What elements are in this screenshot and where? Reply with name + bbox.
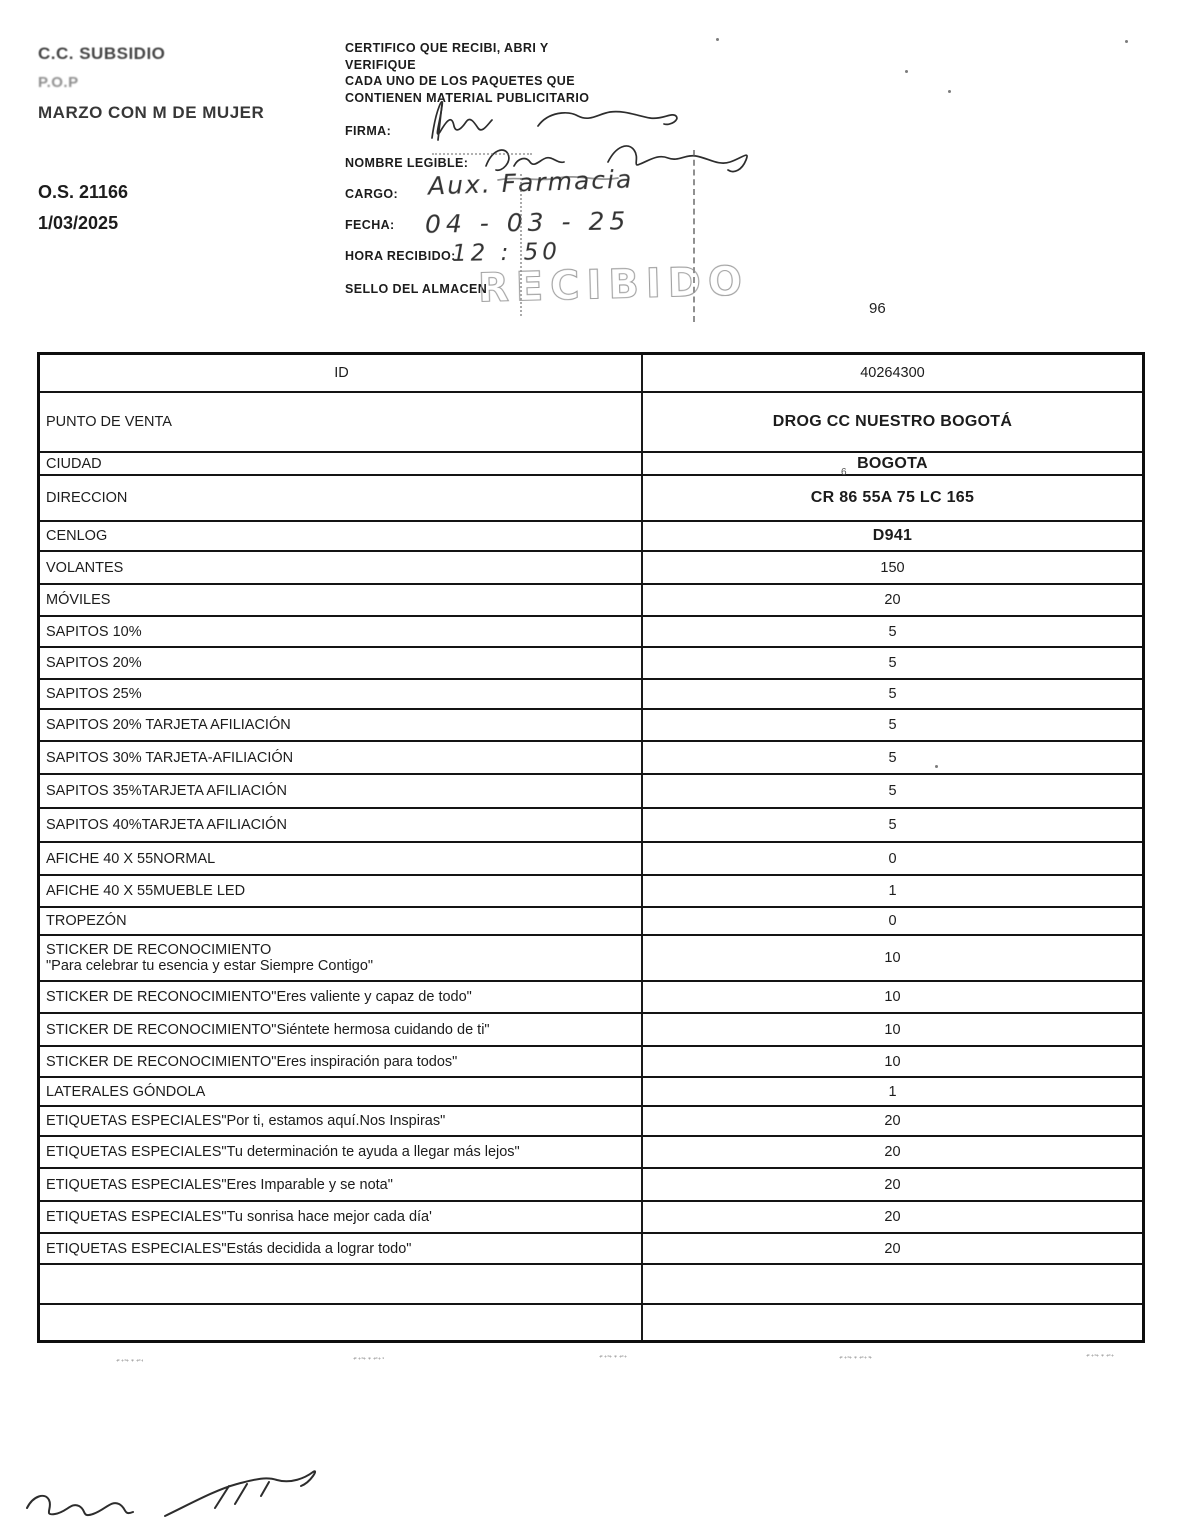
table-row — [40, 982, 1142, 1014]
row-label: STICKER DE RECONOCIMIENTO"Eres inspiración para todos" — [40, 1047, 643, 1076]
table-row — [40, 876, 1142, 908]
row-label: STICKER DE RECONOCIMIENTO"Siéntete hermosa cuidando de ti" — [40, 1014, 643, 1045]
scan-artifact — [1085, 1353, 1115, 1358]
row-value: DROG CC NUESTRO BOGOTÁ — [772, 413, 1013, 430]
scan-artifact — [115, 1358, 143, 1363]
row-label: AFICHE 40 X 55MUEBLE LED — [40, 876, 643, 906]
table-row — [40, 1078, 1142, 1107]
scan-artifact — [716, 38, 719, 41]
row-value: 10 — [884, 1053, 901, 1070]
row-value: 40264300 — [860, 365, 925, 381]
table-row — [40, 680, 1142, 710]
row-value: 1 — [888, 883, 897, 899]
row-label: ETIQUETAS ESPECIALES"Estás decidida a lograr todo" — [40, 1234, 643, 1263]
row-label: ETIQUETAS ESPECIALES"Tu sonrisa hace mejor cada día' — [40, 1202, 643, 1232]
row-value — [643, 1265, 1142, 1303]
table-row — [40, 1305, 1142, 1340]
table-row — [40, 742, 1142, 775]
table-row — [40, 1047, 1142, 1078]
row-label: PUNTO DE VENTA — [40, 393, 643, 451]
table-row — [40, 552, 1142, 585]
table-row — [40, 1202, 1142, 1234]
row-label: STICKER DE RECONOCIMIENTO "Para celebrar tu esencia y estar Siempre Contigo" — [40, 936, 643, 980]
table-row — [40, 775, 1142, 809]
fecha-handwriting: 04 - 03 - 25 — [424, 206, 631, 239]
row-value: 5 — [888, 717, 897, 733]
row-label: SAPITOS 20% TARJETA AFILIACIÓN — [40, 710, 643, 740]
table-row — [40, 1169, 1142, 1202]
hora-recibido-label: HORA RECIBIDO: — [345, 249, 456, 263]
scan-artifact — [905, 70, 908, 73]
row-value: 150 — [880, 559, 905, 576]
row-value: BOGOTA — [857, 454, 928, 472]
row-value: 20 — [884, 1209, 901, 1225]
table-row — [40, 843, 1142, 876]
row-label: DIRECCION — [40, 476, 643, 520]
row-value: 0 — [888, 913, 897, 929]
table-row — [40, 476, 1142, 522]
row-label: SAPITOS 25% — [40, 680, 643, 708]
recibido-stamp: RECIBIDO — [477, 258, 750, 312]
table-row — [40, 522, 1142, 552]
campaign-title-line2: P.O.P — [38, 74, 79, 91]
table-row — [40, 1014, 1142, 1047]
table-row — [40, 1137, 1142, 1169]
row-value: D941 — [872, 527, 913, 544]
nombre-legible-label: NOMBRE LEGIBLE: — [345, 156, 469, 170]
row-label: ID — [40, 355, 643, 391]
row-label: AFICHE 40 X 55NORMAL — [40, 843, 643, 874]
row-value: CR 86 55A 75 LC 165 — [810, 489, 975, 506]
row-value: 5 — [888, 817, 897, 833]
hora-handwriting: 12 : 50 — [451, 239, 562, 267]
table-row — [40, 936, 1142, 982]
row-label: SAPITOS 10% — [40, 617, 643, 646]
certification-line: CADA UNO DE LOS PAQUETES QUE — [345, 74, 575, 88]
row-value: 20 — [884, 1113, 901, 1129]
delivery-quantities-table — [37, 352, 1145, 1343]
row-label: LATERALES GÓNDOLA — [40, 1078, 643, 1105]
scan-artifact — [598, 1354, 628, 1359]
scan-artifact — [838, 1355, 872, 1360]
row-value: 10 — [884, 989, 901, 1005]
page-number: 96 — [869, 300, 886, 317]
row-label: ETIQUETAS ESPECIALES"Eres Imparable y se nota" — [40, 1169, 643, 1200]
bottom-signature-scribble — [15, 1452, 345, 1522]
row-label: SAPITOS 30% TARJETA-AFILIACIÓN — [40, 742, 643, 773]
table-row — [40, 1107, 1142, 1137]
row-value: 20 — [884, 1144, 901, 1160]
certification-line: CERTIFICO QUE RECIBI, ABRI Y — [345, 41, 549, 55]
table-row — [40, 809, 1142, 843]
cargo-handwriting: Aux. Farmacia — [427, 164, 634, 201]
row-value: 20 — [884, 1240, 901, 1257]
row-label: VOLANTES — [40, 552, 643, 583]
table-row — [40, 393, 1142, 453]
row-value: 10 — [884, 950, 901, 966]
row-label: ETIQUETAS ESPECIALES"Por ti, estamos aquí.Nos Inspiras" — [40, 1107, 643, 1135]
table-row — [40, 710, 1142, 742]
row-value: 1 — [888, 1083, 897, 1100]
table-row — [40, 648, 1142, 680]
row-value: 5 — [888, 686, 897, 702]
scan-artifact — [352, 1356, 384, 1361]
row-label: STICKER DE RECONOCIMIENTO"Eres valiente y capaz de todo" — [40, 982, 643, 1012]
firma-label: FIRMA: — [345, 124, 392, 138]
sello-almacen-label: SELLO DEL ALMACEN — [345, 282, 488, 296]
table-row — [40, 908, 1142, 936]
row-value — [643, 1305, 1142, 1340]
row-label: SAPITOS 40%TARJETA AFILIACIÓN — [40, 809, 643, 841]
row-value: 5 — [888, 783, 897, 799]
row-value: 10 — [884, 1021, 901, 1038]
scan-artifact — [935, 765, 938, 768]
certification-line: CONTIENEN MATERIAL PUBLICITARIO — [345, 90, 590, 105]
table-row — [40, 355, 1142, 393]
scan-artifact — [948, 90, 951, 93]
row-label — [40, 1265, 643, 1303]
row-value: 5 — [888, 749, 897, 766]
order-service-number: O.S. 21166 — [38, 182, 129, 202]
row-value: 5 — [888, 655, 897, 671]
row-label — [40, 1305, 643, 1340]
row-value: 20 — [884, 592, 901, 608]
row-label: CIUDAD — [40, 453, 643, 474]
certification-line: VERIFIQUE — [345, 57, 416, 72]
stamp-box-border — [432, 153, 532, 155]
row-label: ETIQUETAS ESPECIALES"Tu determinación te ayuda a llegar más lejos" — [40, 1137, 643, 1167]
fecha-label: FECHA: — [345, 218, 395, 232]
table-row — [40, 585, 1142, 617]
table-row — [40, 1234, 1142, 1265]
table-row — [40, 617, 1142, 648]
row-label: MÓVILES — [40, 585, 643, 615]
row-label: SAPITOS 20% — [40, 648, 643, 678]
cargo-label: CARGO: — [345, 187, 399, 201]
table-row — [40, 1265, 1142, 1305]
row-label: SAPITOS 35%TARJETA AFILIACIÓN — [40, 775, 643, 807]
campaign-title-line3: MARZO CON M DE MUJER — [38, 103, 265, 122]
order-date: 1/03/2025 — [38, 213, 119, 233]
row-value: 20 — [884, 1176, 901, 1193]
row-value: 0 — [888, 850, 897, 867]
row-label: CENLOG — [40, 522, 643, 550]
scan-artifact — [1125, 40, 1128, 43]
row-label: TROPEZÓN — [40, 908, 643, 934]
campaign-title-line1: C.C. SUBSIDIO — [38, 44, 166, 63]
direccion-superscript-mark: 6 — [841, 467, 847, 478]
table-row — [40, 453, 1142, 476]
row-value: 5 — [888, 623, 897, 640]
